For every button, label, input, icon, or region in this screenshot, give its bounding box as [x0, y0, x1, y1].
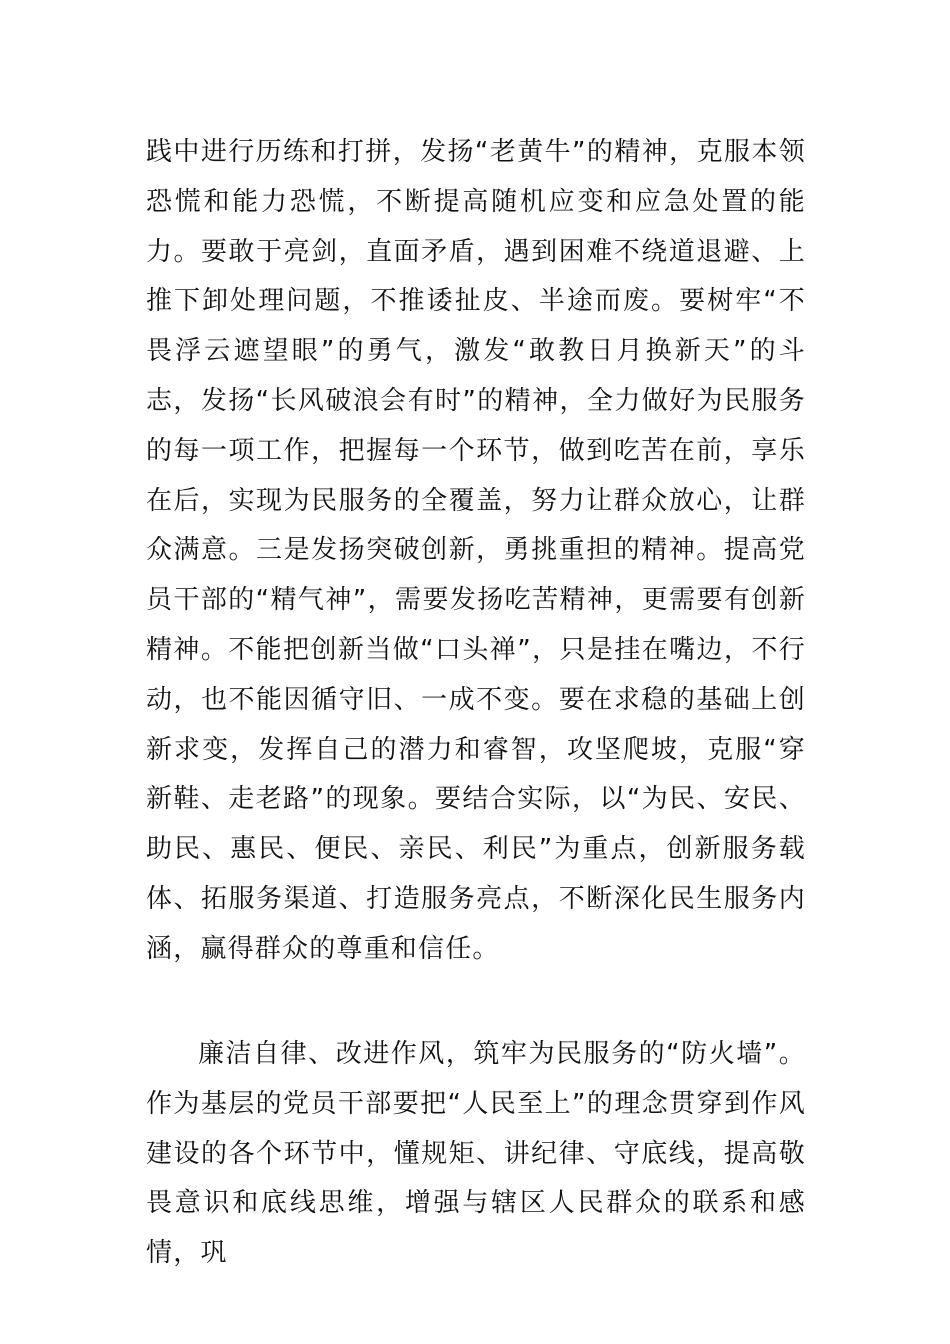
- body-paragraph-2: 廉洁自律、改进作风，筑牢为民服务的“防火墙”。作为基层的党员干部要把“人民至上”的理念贯穿到作风建设的各个环节中，懂规矩、讲纪律、守底线，提高敬畏意识和底线思维，增强与辖区人民群众的联系和感情，巩: [146, 1039, 806, 1269]
- body-paragraph-1: 践中进行历练和打拼，发扬“老黄牛”的精神，克服本领恐慌和能力恐慌，不断提高随机应变和应急处置的能力。要敢于亮剑，直面矛盾，遇到困难不绕道退避、上推下卸处理问题，不推诿扯皮、半途而废。要树牢“不畏浮云遮望眼”的勇气，激发“敢教日月换新天”的斗志，发扬“长风破浪会有时”的精神，全力做好为民服务的每一项工作，把握每一个环节，做到吃苦在前，享乐在后，实现为民服务的全覆盖，努力让群众放心，让群众满意。三是发扬突破创新，勇挑重担的精神。提高党员干部的“精气神”，需要发扬吃苦精神，更需要有创新精神。不能把创新当做“口头禅”，只是挂在嘴边，不行动，也不能因循守旧、一成不变。要在求稳的基础上创新求变，发挥自己的潜力和睿智，攻坚爬坡，克服“穿新鞋、走老路”的现象。要结合实际，以“为民、安民、助民、惠民、便民、亲民、利民”为重点，创新服务载体、拓服务渠道、打造服务亮点，不断深化民生服务内涵，赢得群众的尊重和信任。: [146, 137, 806, 964]
